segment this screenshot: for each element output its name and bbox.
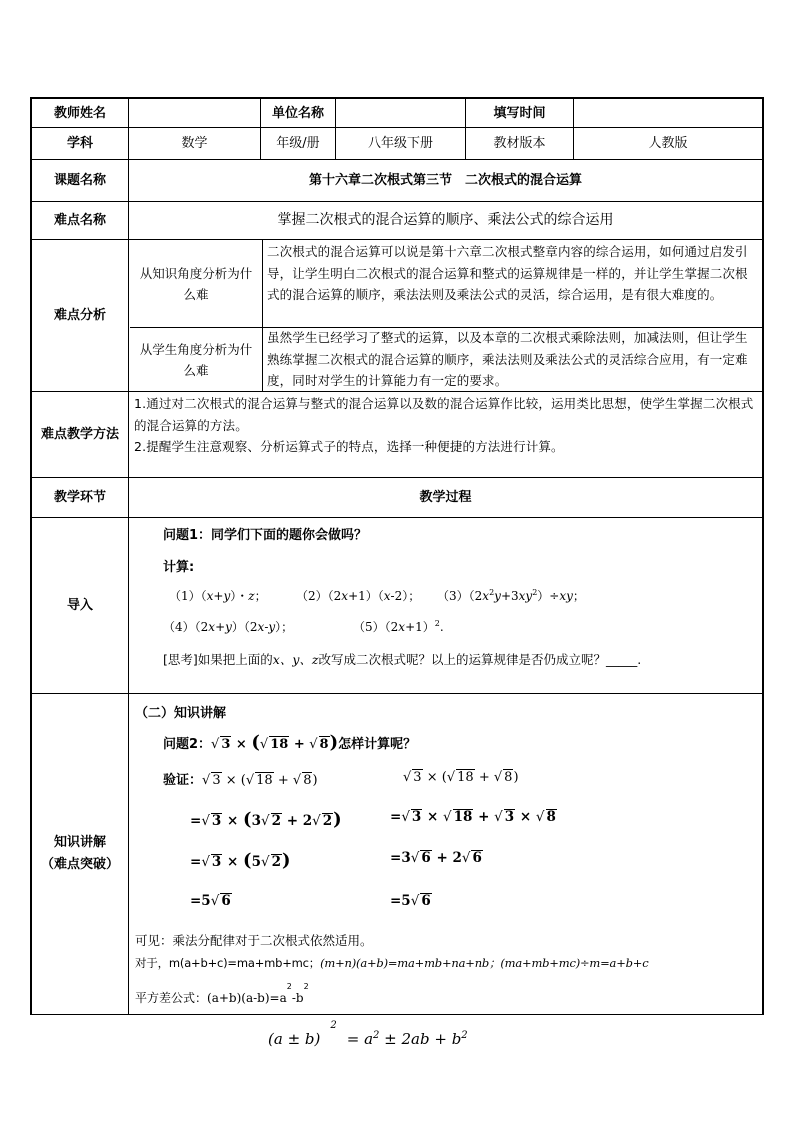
knowledge-section-title: （二）知识讲解 — [135, 706, 227, 721]
teacher-name-value[interactable] — [129, 99, 260, 127]
col-line — [262, 239, 263, 391]
difficulty-value: 掌握二次根式的混合运算的顺序、乘法公式的综合运用 — [277, 212, 614, 228]
verify-left-3: =√ 3 × (5√ 2) — [190, 850, 291, 871]
knowledge-label — [32, 694, 128, 1014]
difficulty-label: 难点名称 — [53, 213, 106, 228]
intro-label: 导入 — [66, 598, 93, 613]
student-angle-text: 虽然学生已经学习了整式的运算，以及本章的二次根式乘除法则，加减法则，但让学生熟练掌握二次根式的混合运算的顺序，乘法法则及乘法公式的灵活综合应用，有一定难度，同时对学生的计算能力有一定的要求。 — [267, 330, 748, 388]
stage-label: 教学环节 — [53, 490, 106, 505]
analysis-label: 难点分析 — [53, 308, 106, 323]
perfect-square-formula: $(a \pm b)^2= a^2 \pm 2ab + b^2$ — [268, 1020, 468, 1048]
verify-left-4: =5√ 6 — [190, 893, 231, 909]
fill-time-label: 填写时间 — [493, 105, 546, 121]
intro-problem-4: （4）（2x+y）（2x-y）； — [163, 620, 294, 634]
student-angle-label: 从学生角度分析为什么难 — [139, 341, 253, 378]
verify-left-1: 验证：√ 3 × (√ 18 + √ 8) — [163, 773, 318, 788]
grade-label: 年级/册 — [276, 136, 320, 151]
knowledge-diff-squares: 平方差公式：$(a+b)(a-b)=a^2-b^2$ — [135, 982, 309, 1005]
row-line — [30, 693, 763, 694]
grade-value: 八年级下册 — [367, 136, 433, 151]
textbook-value: 人教版 — [648, 136, 688, 151]
method-item-2: 2.提醒学生注意观察、分析运算式子的特点，选择一种便捷的方法进行计算。 — [134, 439, 564, 454]
fill-time-value[interactable] — [574, 99, 762, 127]
intro-question: 问题1：同学们下面的题你会做吗？ — [163, 528, 368, 543]
row-line — [30, 1014, 763, 1015]
intro-problem-3: $(3)(2x^2y+3xy^2)\div xy$； — [437, 588, 585, 603]
intro-think: [思考]如果把上面的x、y、z改写成二次根式呢？以上的运算规律是否仍成立呢？_____. — [163, 652, 642, 667]
knowledge-angle-text: 二次根式的混合运算可以说是第十六章二次根式整章内容的综合运用，如何通过启发引导，让学生明白二次根式的混合运算和整式的运算规律是一样的，并让学生掌握二次根式的混合运算的顺序，乘法法则及乘法公式的灵活，综合运用，是有很大难度的。 — [267, 244, 748, 302]
table-right-border — [762, 97, 764, 1015]
intro-problem-1: （1）（x+y）・z； — [169, 589, 267, 603]
lesson-title-value: 第十六章二次根式第三节 二次根式的混合运算 — [308, 173, 582, 188]
knowledge-label-line1: 知识讲解 — [53, 835, 106, 850]
intro-problem-2: （2）（2x+1）（x-2）； — [296, 589, 421, 603]
row-line — [30, 517, 763, 518]
unit-name-value[interactable] — [336, 99, 465, 127]
knowledge-angle-label: 从知识角度分析为什么难 — [139, 265, 253, 302]
verify-right-1: √ 3 × (√ 18 + √ 8) — [403, 770, 519, 785]
method-item-1: 1.通过对二次根式的混合运算与整式的混合运算以及数的混合运算作比较，运用类比思想，使学生掌握二次根式的混合运算的方法。 — [134, 396, 754, 433]
knowledge-conclusion: 可见：乘法分配律对于二次根式依然适用。 — [135, 933, 373, 948]
knowledge-label-line2: （难点突破） — [40, 857, 119, 872]
method-label: 难点教学方法 — [40, 427, 119, 442]
intro-problem-5: $(5)(2x+1)^2$. — [353, 619, 444, 634]
intro-compute: 计算: — [163, 560, 195, 575]
knowledge-question-2: 问题2：√ 3 × (√ 18 + √ 8)怎样计算呢？ — [163, 732, 417, 753]
verify-right-3: =3√ 6 + 2√ 6 — [390, 850, 482, 866]
subject-value: 数学 — [181, 136, 208, 151]
lesson-title-label: 课题名称 — [53, 173, 106, 188]
knowledge-example: 对于，m(a+b+c)=ma+mb+mc；(m+n)(a+b)=ma+mb+na+nb；(ma+mb+mc)÷m=a+b+c — [135, 956, 649, 970]
process-label: 教学过程 — [419, 490, 472, 505]
teacher-name-label: 教师姓名 — [53, 105, 106, 121]
verify-right-4: =5√ 6 — [390, 893, 431, 909]
unit-name-label: 单位名称 — [271, 105, 324, 121]
verify-left-2: =√ 3 × (3√ 2 + 2√ 2) — [190, 809, 342, 830]
textbook-label: 教材版本 — [493, 136, 546, 151]
verify-right-2: =√ 3 × √ 18 + √ 3 × √ 8 — [390, 809, 556, 825]
subject-label: 学科 — [66, 136, 93, 151]
